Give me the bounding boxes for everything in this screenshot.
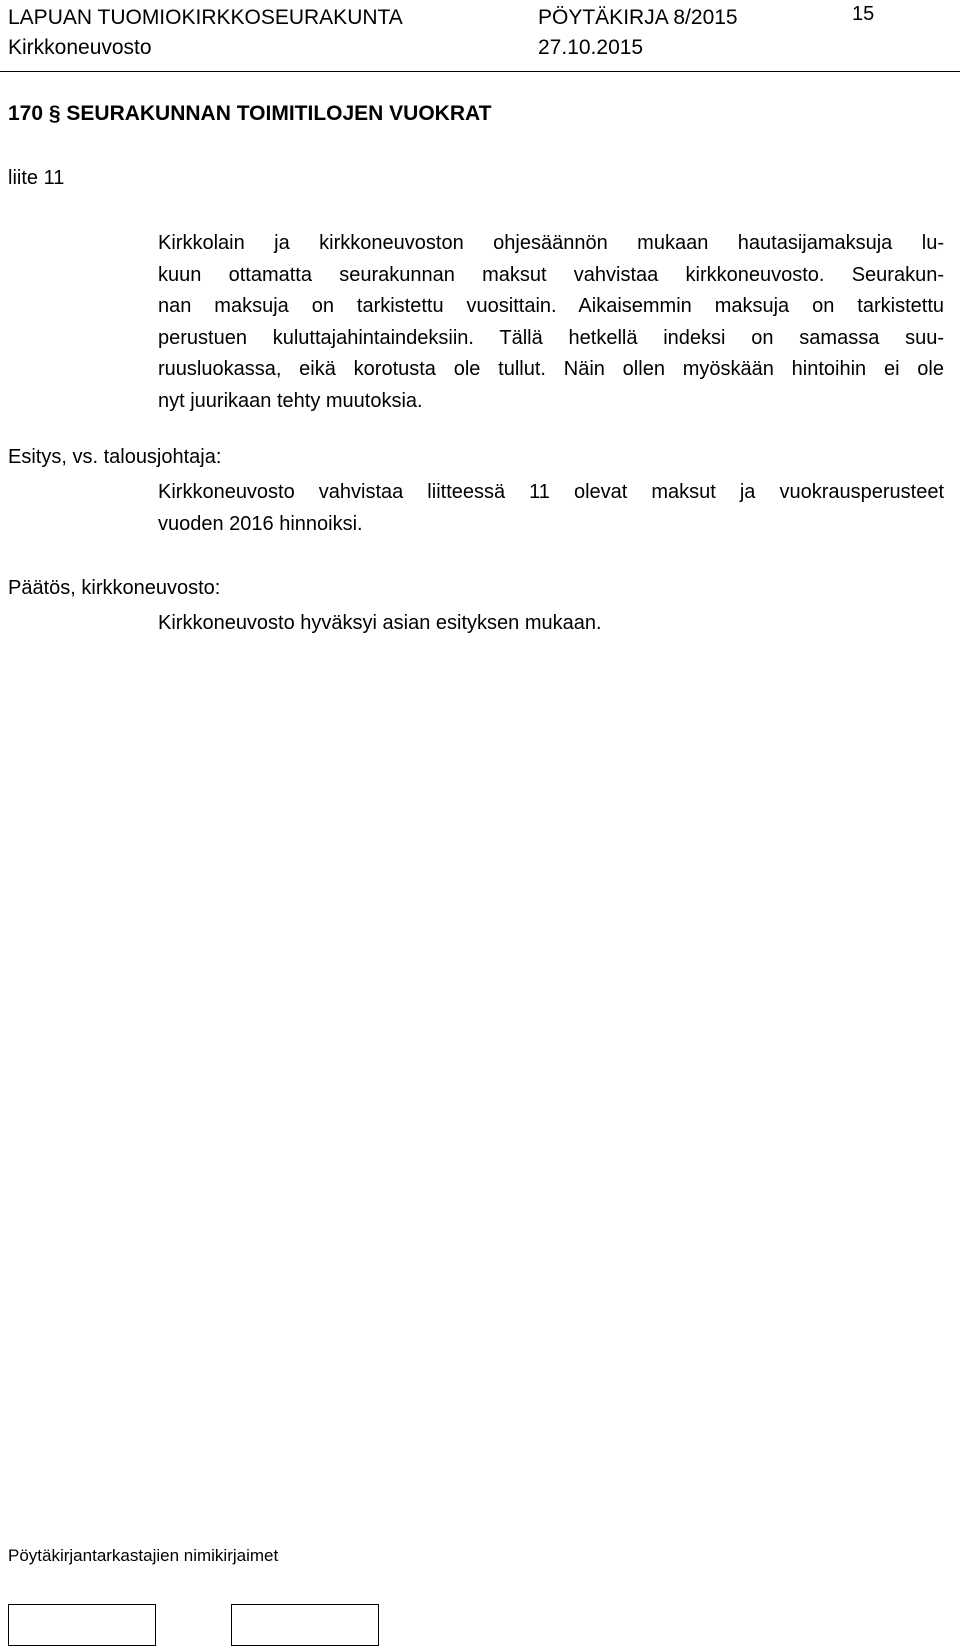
header-document-id: PÖYTÄKIRJA 8/2015 <box>538 6 738 29</box>
decision-label: Päätös, kirkkoneuvosto: <box>8 577 221 599</box>
paragraph-line: perustuen kuluttajahintaindeksiin. Tällä hetkellä indeksi on samassa suu- <box>158 326 944 349</box>
body-paragraph <box>158 228 944 417</box>
paragraph-line: nan maksuja on tarkistettu vuosittain. Aikaisemmin maksuja on tarkistettu <box>158 295 944 317</box>
initials-box-1 <box>8 1604 156 1646</box>
attachment-reference: liite 11 <box>8 167 65 189</box>
paragraph-line: nyt juurikaan tehty muutoksia. <box>158 389 423 412</box>
initials-box-2 <box>231 1604 379 1646</box>
header-body: Kirkkoneuvosto <box>8 36 152 59</box>
proposal-line: Kirkkoneuvosto vahvistaa liitteessä 11 olevat maksut ja vuokrausperusteet <box>158 481 944 503</box>
proposal-text <box>158 477 944 540</box>
header-date: 27.10.2015 <box>538 36 644 59</box>
paragraph-line: kuun ottamatta seurakunnan maksut vahvistaa kirkkoneuvosto. Seurakun- <box>158 263 944 286</box>
header-organization: LAPUAN TUOMIOKIRKKOSEURAKUNTA <box>8 6 403 29</box>
decision-line: Kirkkoneuvosto hyväksyi asian esityksen mukaan. <box>158 612 602 634</box>
decision-text <box>158 608 944 640</box>
paragraph-line: Kirkkolain ja kirkkoneuvoston ohjesäännön mukaan hautasijamaksuja lu- <box>158 232 944 254</box>
paragraph-line: ruusluokassa, eikä korotusta ole tullut. Näin ollen myöskään hintoihin ei ole <box>158 358 944 380</box>
proposal-label: Esitys, vs. talousjohtaja: <box>8 446 222 468</box>
page-number: 15 <box>852 3 875 25</box>
section-title: 170 § SEURAKUNNAN TOIMITILOJEN VUOKRAT <box>8 102 492 125</box>
proposal-line: vuoden 2016 hinnoiksi. <box>158 512 363 535</box>
footer-initials-label: Pöytäkirjantarkastajien nimikirjaimet <box>8 1546 279 1565</box>
header-divider <box>0 71 960 72</box>
